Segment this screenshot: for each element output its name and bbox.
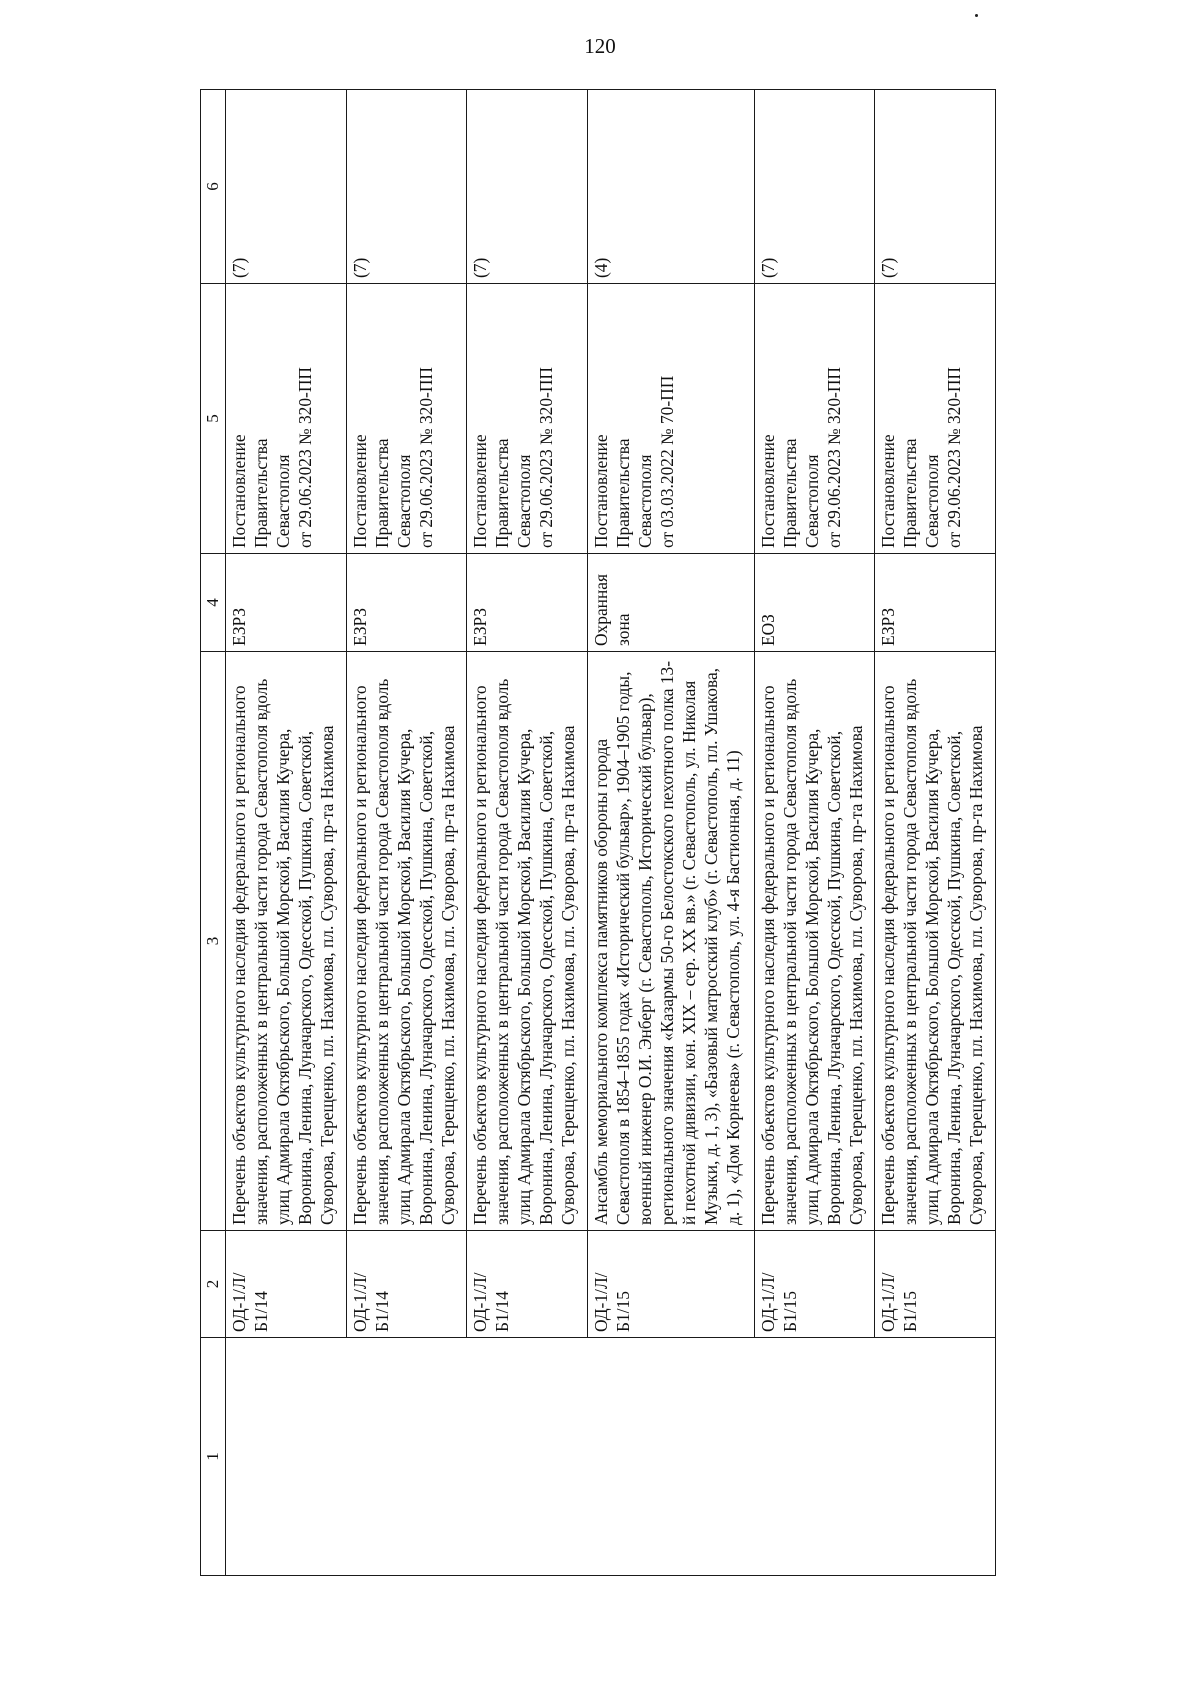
column-header-5: 5 xyxy=(201,284,226,554)
legal-act-line: Севастополя xyxy=(393,454,414,548)
zone-type-cell: ЕЗРЗ xyxy=(467,554,588,652)
legal-act-line: Правительства xyxy=(779,438,800,548)
legal-act-line: Севастополя xyxy=(801,454,822,548)
zone-code-cell: ОД-1/Л/Б1/14 xyxy=(467,1231,588,1338)
heritage-objects-cell: Ансамбль мемориального комплекса памятников обороны города Севастополя в 1854–1855 годах «Исторический бульвар», 1904–1905 годы, военный инженер О.И. Энберг (г. Севастополь, Исторический бульвар), регионального значения «Казармы 50-го Белостокского пехотного полка 13-й пехотной дивизии, кон. XIX – сер. XX вв.» (г. Севастополь, ул. Николая Музыки, д. 1, 3), «Базовый матросский клуб» (г. Севастополь, пл. Ушакова, д. 1), «Дом Корнеева» (г. Севастополь, ул. 4-я Бастионная, д. 11) xyxy=(587,652,754,1231)
table-row xyxy=(226,90,347,1576)
zones-table xyxy=(200,89,996,1576)
legal-act-line: Постановление xyxy=(349,434,370,548)
column-header-4: 4 xyxy=(201,554,226,652)
legal-act-line: от 29.06.2023 № 320-ПП xyxy=(944,367,965,548)
zone-type-cell: Охранная зона xyxy=(587,554,754,652)
zone-code-cell: ОД-1/Л/Б1/15 xyxy=(875,1231,996,1338)
zone-code-cell: ОД-1/Л/Б1/15 xyxy=(587,1231,754,1338)
heritage-objects-cell: Перечень объектов культурного наследия федерального и регионального значения, расположенных в центральной части города Севастополя вдоль улиц Адмирала Октябрьского, Большой Морской, Василия Кучера, Воронина, Ленина, Луначарского, Одесской, Пушкина, Советской, Суворова, Терещенко, пл. Нахимова, пл. Суворова, пр-та Нахимова xyxy=(346,652,467,1231)
legal-act-line: от 29.06.2023 № 320-ПП xyxy=(823,367,844,548)
heritage-objects-cell: Перечень объектов культурного наследия федерального и регионального значения, расположенных в центральной части города Севастополя вдоль улиц Адмирала Октябрьского, Большой Морской, Василия Кучера, Воронина, Ленина, Луначарского, Одесской, Пушкина, Советской, Суворова, Терещенко, пл. Нахимова, пл. Суворова, пр-та Нахимова xyxy=(467,652,588,1231)
column-header-1: 1 xyxy=(201,1338,226,1576)
legal-act-cell xyxy=(875,284,996,554)
legal-act-cell xyxy=(467,284,588,554)
table-row xyxy=(587,90,754,1576)
legal-act-line: Постановление xyxy=(757,434,778,548)
legal-act-line: Севастополя xyxy=(634,454,655,548)
row-number-cell xyxy=(346,1338,467,1576)
zone-type-cell: ЕЗРЗ xyxy=(346,554,467,652)
legal-act-line: Правительства xyxy=(900,438,921,548)
scan-artifact-dot xyxy=(975,14,978,17)
heritage-objects-cell: Перечень объектов культурного наследия федерального и регионального значения, расположенных в центральной части города Севастополя вдоль улиц Адмирала Октябрьского, Большой Морской, Василия Кучера, Воронина, Ленина, Луначарского, Одесской, Пушкина, Советской, Суворова, Терещенко, пл. Нахимова, пл. Суворова, пр-та Нахимова xyxy=(875,652,996,1231)
row-number-cell xyxy=(467,1338,588,1576)
note-cell: (7) xyxy=(467,90,588,284)
table-row xyxy=(754,90,875,1576)
zone-type-cell: ЕОЗ xyxy=(754,554,875,652)
legal-act-line: Севастополя xyxy=(514,454,535,548)
legal-act-line: Правительства xyxy=(371,438,392,548)
table-row xyxy=(346,90,467,1576)
table-header-row xyxy=(201,90,226,1576)
zone-code-cell: ОД-1/Л/Б1/15 xyxy=(754,1231,875,1338)
column-header-6: 6 xyxy=(201,90,226,284)
note-cell: (7) xyxy=(754,90,875,284)
legal-act-line: Правительства xyxy=(612,438,633,548)
legal-act-line: Постановление xyxy=(229,434,249,548)
legal-act-line: от 29.06.2023 № 320-ПП xyxy=(415,367,436,548)
note-cell: (7) xyxy=(226,90,347,284)
legal-act-line: от 03.03.2022 № 70-ПП xyxy=(656,375,677,548)
legal-act-line: Постановление xyxy=(878,434,899,548)
legal-act-cell xyxy=(754,284,875,554)
column-header-3: 3 xyxy=(201,652,226,1231)
legal-act-line: Правительства xyxy=(492,438,513,548)
table-row xyxy=(875,90,996,1576)
heritage-objects-cell: Перечень объектов культурного наследия федерального и регионального значения, расположенных в центральной части города Севастополя вдоль улиц Адмирала Октябрьского, Большой Морской, Василия Кучера, Воронина, Ленина, Луначарского, Одесской, Пушкина, Советской, Суворова, Терещенко, пл. Нахимова, пл. Суворова, пр-та Нахимова xyxy=(754,652,875,1231)
legal-act-line: Севастополя xyxy=(922,454,943,548)
table-frame xyxy=(200,90,996,1576)
legal-act-cell xyxy=(587,284,754,554)
row-number-cell xyxy=(587,1338,754,1576)
legal-act-cell xyxy=(346,284,467,554)
legal-act-line: от 29.06.2023 № 320-ПП xyxy=(536,367,557,548)
zone-type-cell: ЕЗРЗ xyxy=(226,554,347,652)
row-number-cell xyxy=(226,1338,347,1576)
legal-act-line: Севастополя xyxy=(273,454,293,548)
heritage-objects-cell: Перечень объектов культурного наследия федерального и регионального значения, расположенных в центральной части города Севастополя вдоль улиц Адмирала Октябрьского, Большой Морской, Василия Кучера, Воронина, Ленина, Луначарского, Одесской, Пушкина, Советской, Суворова, Терещенко, пл. Нахимова, пл. Суворова, пр-та Нахимова xyxy=(226,652,347,1231)
row-number-cell xyxy=(875,1338,996,1576)
row-number-cell xyxy=(754,1338,875,1576)
legal-act-line: от 29.06.2023 № 320-ПП xyxy=(295,367,315,548)
legal-act-cell xyxy=(226,284,347,554)
zone-type-cell: ЕЗРЗ xyxy=(875,554,996,652)
column-header-2: 2 xyxy=(201,1231,226,1338)
note-cell: (7) xyxy=(875,90,996,284)
page-number: 120 xyxy=(584,34,616,58)
zone-code-cell: ОД-1/Л/Б1/14 xyxy=(346,1231,467,1338)
zone-code-cell: ОД-1/Л/Б1/14 xyxy=(226,1231,347,1338)
legal-act-line: Постановление xyxy=(470,434,491,548)
table-row xyxy=(467,90,588,1576)
note-cell: (4) xyxy=(587,90,754,284)
legal-act-line: Правительства xyxy=(251,438,271,548)
legal-act-line: Постановление xyxy=(590,434,611,548)
note-cell: (7) xyxy=(346,90,467,284)
